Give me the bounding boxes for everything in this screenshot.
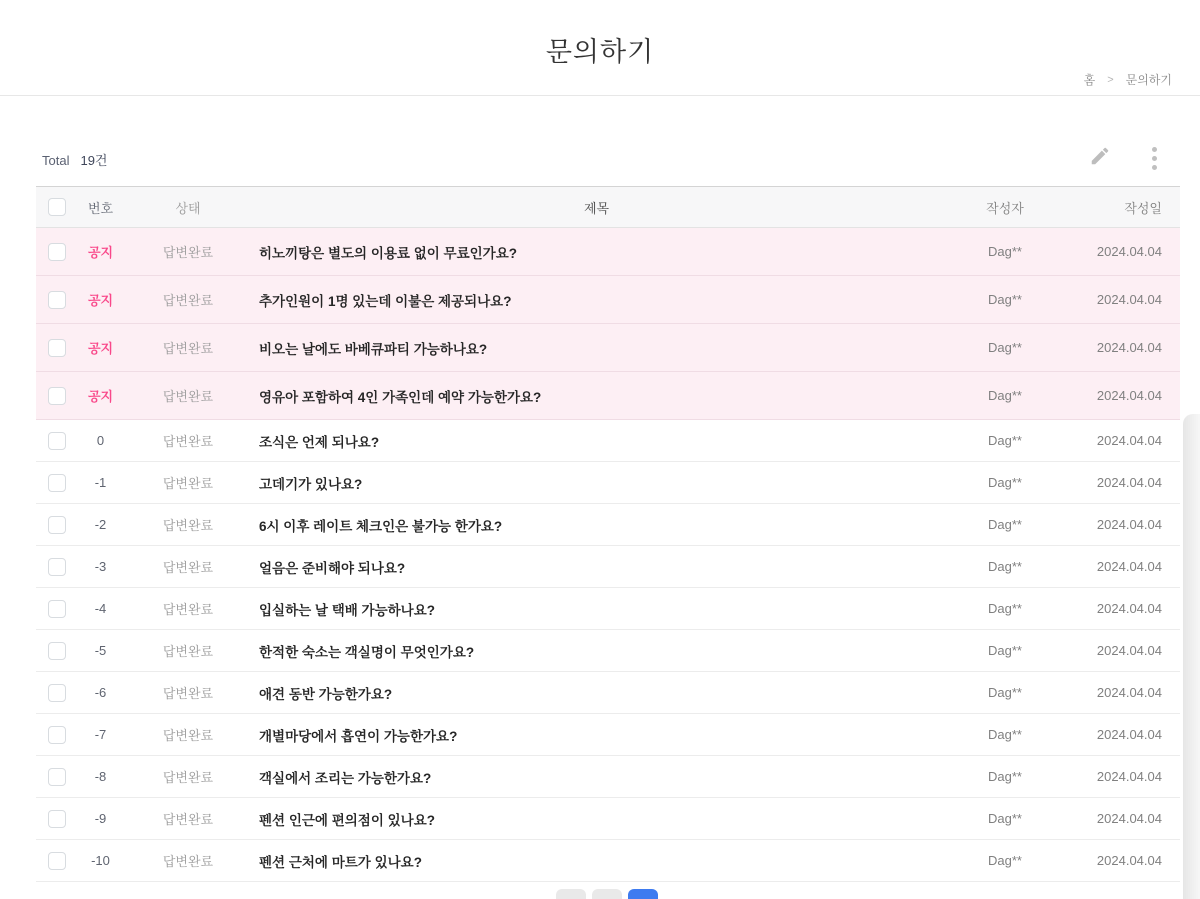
row-date: 2024.04.04 bbox=[1096, 475, 1162, 490]
row-title-link[interactable]: 펜션 인근에 편의점이 있나요? bbox=[259, 812, 435, 828]
row-checkbox[interactable] bbox=[48, 291, 66, 309]
breadcrumb bbox=[1084, 71, 1172, 88]
row-status: 답변완료 bbox=[162, 341, 214, 356]
page-button-active[interactable] bbox=[628, 889, 658, 899]
row-checkbox[interactable] bbox=[48, 684, 66, 702]
row-title-link[interactable]: 히노끼탕은 별도의 이용료 없이 무료인가요? bbox=[259, 245, 517, 261]
table-row[interactable] bbox=[36, 228, 1180, 276]
row-date: 2024.04.04 bbox=[1096, 559, 1162, 574]
row-title-link[interactable]: 펜션 근처에 마트가 있나요? bbox=[259, 854, 422, 870]
row-title-link[interactable]: 고데기가 있나요? bbox=[259, 476, 363, 492]
header-title: 제목 bbox=[583, 200, 610, 216]
row-checkbox-cell bbox=[36, 516, 78, 534]
row-status: 답변완료 bbox=[162, 602, 214, 617]
page-title: 문의하기 bbox=[545, 37, 655, 67]
table-row[interactable] bbox=[36, 546, 1180, 588]
row-number: 공지 bbox=[87, 245, 114, 260]
row-title-link[interactable]: 추가인원이 1명 있는데 이불은 제공되나요? bbox=[259, 293, 512, 309]
table-row[interactable] bbox=[36, 714, 1180, 756]
row-checkbox-cell bbox=[36, 810, 78, 828]
table-row[interactable] bbox=[36, 372, 1180, 420]
row-status: 답변완료 bbox=[162, 686, 214, 701]
row-checkbox[interactable] bbox=[48, 243, 66, 261]
row-checkbox[interactable] bbox=[48, 600, 66, 618]
table-row[interactable] bbox=[36, 630, 1180, 672]
row-date: 2024.04.04 bbox=[1096, 517, 1162, 532]
header-divider bbox=[0, 95, 1200, 96]
page-button[interactable] bbox=[556, 889, 586, 899]
table-row[interactable] bbox=[36, 324, 1180, 372]
row-number: -1 bbox=[94, 475, 107, 490]
row-title-link[interactable]: 영유아 포함하여 4인 가족인데 예약 가능한가요? bbox=[259, 389, 542, 405]
row-date: 2024.04.04 bbox=[1096, 388, 1162, 403]
row-checkbox-cell bbox=[36, 387, 78, 405]
row-checkbox[interactable] bbox=[48, 810, 66, 828]
row-author: Dag** bbox=[988, 388, 1022, 403]
row-status: 답변완료 bbox=[162, 560, 214, 575]
row-author: Dag** bbox=[988, 433, 1022, 448]
row-number: -2 bbox=[94, 517, 107, 532]
row-number: 공지 bbox=[87, 341, 114, 356]
row-author: Dag** bbox=[988, 853, 1022, 868]
row-author: Dag** bbox=[988, 643, 1022, 658]
floating-quick-menu-edge[interactable] bbox=[1183, 414, 1200, 899]
row-checkbox[interactable] bbox=[48, 474, 66, 492]
table-row[interactable] bbox=[36, 798, 1180, 840]
row-title-link[interactable]: 애견 동반 가능한가요? bbox=[259, 686, 393, 702]
table-row[interactable] bbox=[36, 756, 1180, 798]
row-title-link[interactable]: 한적한 숙소는 객실명이 무엇인가요? bbox=[259, 644, 475, 660]
breadcrumb-separator: > bbox=[1107, 73, 1114, 86]
row-checkbox-cell bbox=[36, 339, 78, 357]
row-date: 2024.04.04 bbox=[1096, 433, 1162, 448]
row-checkbox[interactable] bbox=[48, 516, 66, 534]
row-checkbox-cell bbox=[36, 243, 78, 261]
row-author: Dag** bbox=[988, 559, 1022, 574]
row-date: 2024.04.04 bbox=[1096, 292, 1162, 307]
row-checkbox[interactable] bbox=[48, 726, 66, 744]
row-title-link[interactable]: 개별마당에서 흡연이 가능한가요? bbox=[259, 728, 458, 744]
row-author: Dag** bbox=[988, 340, 1022, 355]
row-checkbox-cell bbox=[36, 291, 78, 309]
row-status: 답변완료 bbox=[162, 812, 214, 827]
row-date: 2024.04.04 bbox=[1096, 769, 1162, 784]
pencil-icon bbox=[1089, 145, 1111, 172]
row-checkbox-cell bbox=[36, 432, 78, 450]
breadcrumb-home[interactable]: 홈 bbox=[1083, 73, 1096, 87]
pagination bbox=[556, 889, 658, 899]
table-row[interactable] bbox=[36, 420, 1180, 462]
total-count bbox=[42, 150, 108, 169]
page-button[interactable] bbox=[592, 889, 622, 899]
row-author: Dag** bbox=[988, 475, 1022, 490]
row-checkbox[interactable] bbox=[48, 852, 66, 870]
row-checkbox[interactable] bbox=[48, 768, 66, 786]
row-author: Dag** bbox=[988, 244, 1022, 259]
row-checkbox-cell bbox=[36, 642, 78, 660]
row-checkbox-cell bbox=[36, 768, 78, 786]
breadcrumb-current: 문의하기 bbox=[1125, 73, 1172, 87]
row-title-link[interactable]: 6시 이후 레이트 체크인은 불가능 한가요? bbox=[259, 518, 503, 534]
row-checkbox-cell bbox=[36, 684, 78, 702]
row-status: 답변완료 bbox=[162, 644, 214, 659]
row-date: 2024.04.04 bbox=[1096, 811, 1162, 826]
row-date: 2024.04.04 bbox=[1096, 685, 1162, 700]
table-row[interactable] bbox=[36, 462, 1180, 504]
row-title-link[interactable]: 얼음은 준비해야 되나요? bbox=[259, 560, 406, 576]
table-row[interactable] bbox=[36, 504, 1180, 546]
row-title-link[interactable]: 입실하는 날 택배 가능하나요? bbox=[259, 602, 435, 618]
row-title-link[interactable]: 비오는 날에도 바베큐파티 가능하나요? bbox=[259, 341, 488, 357]
row-status: 답변완료 bbox=[162, 728, 214, 743]
row-number: 0 bbox=[96, 433, 105, 448]
row-status: 답변완료 bbox=[162, 245, 214, 260]
select-all-checkbox[interactable] bbox=[48, 198, 66, 216]
table-row[interactable] bbox=[36, 588, 1180, 630]
table-header-row bbox=[36, 186, 1180, 228]
row-checkbox[interactable] bbox=[48, 432, 66, 450]
row-checkbox[interactable] bbox=[48, 387, 66, 405]
row-status: 답변완료 bbox=[162, 389, 214, 404]
row-title-link[interactable]: 객실에서 조리는 가능한가요? bbox=[259, 770, 432, 786]
total-value: 19건 bbox=[80, 153, 108, 168]
row-checkbox[interactable] bbox=[48, 339, 66, 357]
row-number: 공지 bbox=[87, 389, 114, 404]
header-status: 상태 bbox=[175, 200, 201, 216]
row-number: -3 bbox=[94, 559, 107, 574]
row-author: Dag** bbox=[988, 601, 1022, 616]
row-date: 2024.04.04 bbox=[1096, 643, 1162, 658]
header-author: 작성자 bbox=[986, 200, 1024, 216]
row-author: Dag** bbox=[988, 517, 1022, 532]
row-author: Dag** bbox=[988, 685, 1022, 700]
row-checkbox[interactable] bbox=[48, 642, 66, 660]
row-checkbox-cell bbox=[36, 726, 78, 744]
select-all-cell bbox=[36, 198, 78, 216]
row-date: 2024.04.04 bbox=[1096, 340, 1162, 355]
row-number: -5 bbox=[94, 643, 107, 658]
inquiry-table bbox=[36, 186, 1180, 882]
table-row[interactable] bbox=[36, 672, 1180, 714]
row-number: -6 bbox=[94, 685, 107, 700]
kebab-menu-icon bbox=[1152, 147, 1157, 170]
row-author: Dag** bbox=[988, 727, 1022, 742]
row-status: 답변완료 bbox=[162, 854, 214, 869]
total-label: Total bbox=[42, 153, 70, 168]
row-title-link[interactable]: 조식은 언제 되나요? bbox=[259, 434, 380, 450]
table-body bbox=[36, 228, 1180, 882]
row-status: 답변완료 bbox=[162, 770, 214, 785]
row-checkbox-cell bbox=[36, 474, 78, 492]
table-row[interactable] bbox=[36, 276, 1180, 324]
write-button[interactable] bbox=[1088, 146, 1112, 170]
row-number: -7 bbox=[94, 727, 107, 742]
row-checkbox[interactable] bbox=[48, 558, 66, 576]
row-number: -8 bbox=[94, 769, 107, 784]
row-author: Dag** bbox=[988, 811, 1022, 826]
header-date: 작성일 bbox=[1124, 200, 1162, 216]
table-row[interactable] bbox=[36, 840, 1180, 882]
row-date: 2024.04.04 bbox=[1096, 853, 1162, 868]
row-status: 답변완료 bbox=[162, 476, 214, 491]
row-date: 2024.04.04 bbox=[1096, 601, 1162, 616]
row-number: -10 bbox=[91, 853, 110, 868]
row-status: 답변완료 bbox=[162, 518, 214, 533]
row-author: Dag** bbox=[988, 292, 1022, 307]
row-status: 답변완료 bbox=[162, 434, 214, 449]
row-status: 답변완료 bbox=[162, 293, 214, 308]
row-checkbox-cell bbox=[36, 852, 78, 870]
row-number: -4 bbox=[94, 601, 107, 616]
row-number: 공지 bbox=[87, 293, 114, 308]
board-toolbar bbox=[1088, 146, 1166, 170]
row-date: 2024.04.04 bbox=[1096, 727, 1162, 742]
header-number: 번호 bbox=[87, 200, 114, 216]
row-checkbox-cell bbox=[36, 558, 78, 576]
row-author: Dag** bbox=[988, 769, 1022, 784]
row-number: -9 bbox=[94, 811, 107, 826]
row-date: 2024.04.04 bbox=[1096, 244, 1162, 259]
row-checkbox-cell bbox=[36, 600, 78, 618]
more-options-button[interactable] bbox=[1142, 146, 1166, 170]
